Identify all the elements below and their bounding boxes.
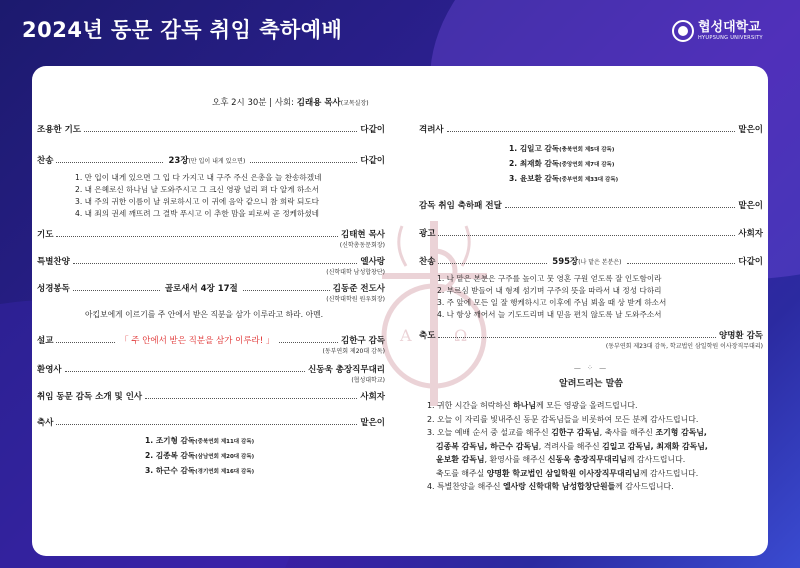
list-item: 1. 김일고 감독(충북연회 제5대 감독) — [509, 144, 615, 153]
notice-emphasis: 조기형 감독님, — [655, 428, 707, 437]
emcee-name: 김래용 목사 — [296, 98, 341, 108]
hymn-number: 23장 — [168, 156, 189, 166]
lyric-line: 1. 나 맡은 본분은 구주를 높이고 뭇 영혼 구원 얻도록 잘 인도함이라 — [437, 274, 662, 283]
speaker-list — [145, 434, 385, 479]
speaker-title: (중북연회 제11대 감독) — [195, 439, 255, 445]
notice-text: , 환영사를 해주신 — [484, 455, 548, 464]
item-label: 취임 동문 감독 소개 및 인사 — [37, 392, 143, 402]
item-label: 조용한 기도 — [37, 125, 82, 135]
program-item — [419, 255, 763, 267]
item-leader: 사회자 — [738, 229, 763, 239]
notice-emphasis: 하나님 — [513, 401, 537, 410]
item-leader: 다같이 — [738, 257, 764, 267]
item-leader: 다같이 — [360, 125, 385, 135]
speaker-list — [509, 142, 763, 187]
notice-item — [427, 426, 763, 440]
program-item — [37, 416, 385, 428]
svg-text:A: A — [400, 326, 412, 345]
speaker-name: 김종복 감독 — [155, 451, 196, 460]
item-leader: 김한구 감독 — [341, 336, 386, 346]
lyric-line: 2. 내 은혜로신 하나님 날 도와주시고 그 크신 영광 널리 펴 다 알게 하소서 — [75, 185, 320, 194]
program-item — [37, 228, 385, 240]
program-item — [37, 282, 385, 294]
item-label: 성경봉독 — [37, 284, 70, 294]
notice-emphasis: 김한구 감독님 — [551, 428, 600, 437]
lyric-line: 3. 주 앞에 모든 일 잘 행케하시고 이후에 주님 뵈올 때 상 받게 하소서 — [437, 298, 667, 307]
notice-emphasis: 양명환 학교법인 삼일학원 이사장직무대리님 — [486, 468, 640, 478]
list-item: 2. 김종복 감독(삼남연회 제20대 감독) — [145, 451, 255, 460]
speaker-title: (중앙연회 제7대 감독) — [559, 162, 615, 168]
list-item: 3. 윤보환 감독(중부연회 제33대 감독) — [509, 174, 619, 183]
speaker-name: 하근수 감독 — [155, 466, 196, 475]
scripture-verse: 아킵보에게 이르기를 주 안에서 받은 직분을 삼가 이루라고 하라. 아멘. — [85, 310, 324, 319]
notice-text: 축도를 해주실 — [436, 468, 487, 478]
list-item: 3. 하근수 감독(경기연회 제16대 감독) — [145, 466, 255, 475]
speaker-name: 조기형 감독 — [155, 436, 196, 445]
page-title: 2024년 동문 감독 취임 축하예배 — [22, 18, 343, 42]
speaker-name: 최재화 감독 — [519, 159, 560, 168]
item-leader: 사회자 — [360, 392, 385, 402]
emcee-role: (교목실장) — [340, 100, 369, 107]
item-label: 축사 — [37, 418, 54, 428]
speaker-title: (경기연회 제16대 감독) — [195, 469, 255, 475]
item-label: 격려사 — [419, 125, 444, 135]
program-item — [37, 123, 385, 135]
notice-list — [427, 399, 763, 494]
notice-item — [427, 399, 763, 413]
program-item — [419, 123, 763, 135]
speaker-title: (중부연회 제33대 감독) — [559, 177, 619, 183]
hymn-lyrics — [437, 273, 763, 321]
notice-text: 3. 오늘 예배 순서 중 설교를 해주신 — [427, 428, 552, 437]
notice-item: 2. 오늘 이 자리를 빛내주신 동문 감독님들을 비롯하여 모든 분께 감사드립니다. — [427, 414, 699, 424]
item-label: 특별찬양 — [37, 257, 70, 267]
notice-text: 께 감사드립니다. — [615, 482, 674, 491]
program-item — [37, 363, 385, 375]
notice-text: 께 감사드립니다. — [626, 455, 686, 464]
leader-title: (신학대학 남성합창단) — [326, 269, 385, 276]
program-item — [419, 227, 763, 239]
item-label: 환영사 — [37, 365, 62, 375]
notice-emphasis: 엘사랑 신학대학 남성합창단원들 — [503, 482, 616, 491]
notice-item — [427, 440, 763, 454]
program-card — [32, 66, 768, 556]
item-leader: 맡은이 — [738, 125, 763, 135]
notice-text: 4. 특별찬양을 해주신 — [427, 482, 504, 491]
program-item — [37, 334, 385, 346]
item-leader: 김태현 목사 — [340, 230, 385, 240]
leader-title: (신학총동문회장) — [339, 242, 385, 249]
item-leader: 맡은이 — [738, 201, 763, 211]
notice-text: , 축사를 해주신 — [599, 428, 656, 437]
notice-text: 께 모든 영광을 올려드립니다. — [536, 401, 638, 410]
leader-title: (신학대학원 원우회장) — [326, 296, 385, 303]
item-label: 기도 — [37, 230, 54, 240]
notice-title: 알려드리는 말씀 — [559, 379, 623, 389]
right-column — [419, 123, 763, 494]
item-leader: 김동준 전도사 — [332, 284, 385, 294]
speaker-name: 윤보환 감독 — [519, 174, 560, 183]
notice-item — [427, 453, 763, 467]
lyric-line: 2. 부르심 받들어 내 형제 섬기며 구주의 뜻을 따라서 내 정성 다하리 — [437, 286, 662, 295]
notice-emphasis: 윤보환 감독님 — [436, 455, 485, 464]
item-leader: 다같이 — [360, 156, 385, 166]
list-item: 2. 최재화 감독(중앙연회 제7대 감독) — [509, 159, 615, 168]
notice-text: , 격려사를 해주신 — [538, 441, 603, 451]
hymn-title: (만 입이 내게 있으면) — [188, 158, 246, 165]
ornament-divider: — ⁘ — — [573, 364, 609, 372]
item-label: 감독 취임 축하패 전달 — [419, 201, 502, 211]
list-item: 1. 조기형 감독(중북연회 제11대 감독) — [145, 436, 255, 445]
leader-title: (협성대학교) — [351, 377, 385, 384]
logo-english: HYUPSUNG UNIVERSITY — [698, 34, 763, 41]
lyric-line: 3. 내 주의 귀한 이름이 날 위로하시고 이 귀에 음악 같으니 참 희락 되도다 — [75, 197, 320, 206]
notice-item — [427, 480, 763, 494]
item-label: 축도 — [419, 331, 436, 341]
scripture-reference: 골로새서 4장 17절 — [164, 284, 238, 294]
notice-emphasis: 김일고 감독님, 최재화 감독님, — [602, 441, 708, 451]
logo-korean: 협성대학교 — [698, 19, 761, 35]
program-item — [37, 255, 385, 267]
hymn-number: 595장 — [552, 257, 579, 267]
service-time — [212, 96, 369, 108]
program-item — [37, 390, 385, 402]
program-item — [419, 329, 763, 341]
speaker-title: (충북연회 제5대 감독) — [559, 147, 615, 153]
program-item — [37, 154, 385, 166]
item-leader: 신동욱 총장직무대리 — [308, 365, 385, 375]
svg-text:Ω: Ω — [454, 326, 468, 345]
item-label: 찬송 — [419, 257, 436, 267]
leader-title: (동부연회 제20대 감독) — [322, 348, 385, 355]
sermon-title: 「 주 안에서 받은 직분을 삼가 이루라! 」 — [120, 336, 275, 346]
item-leader: 맡은이 — [360, 418, 385, 428]
lyric-line: 1. 만 입이 내게 있으면 그 입 다 가지고 내 구주 주신 은총을 늘 찬송하겠네 — [75, 173, 322, 182]
item-label: 설교 — [37, 336, 54, 346]
lyric-line: 4. 내 죄의 권세 깨뜨려 그 결박 푸시고 이 추한 맘을 피로써 곧 정케하셨네 — [75, 209, 320, 218]
hymn-title: (나 맡은 본분은) — [578, 259, 622, 266]
lyric-line: 4. 나 항상 깨어서 늘 기도드리며 내 믿음 편치 않도록 날 도와주소서 — [437, 310, 662, 319]
item-label: 찬송 — [37, 156, 54, 166]
notice-text: 1. 귀한 시간을 허락하신 — [427, 401, 514, 410]
notice-emphasis: 신동욱 총장직무대리님 — [547, 455, 627, 464]
notice-emphasis: 김종복 감독님, 하근수 감독님 — [436, 441, 539, 451]
university-seal-icon — [672, 20, 694, 42]
notice-item — [427, 467, 763, 481]
item-label: 광고 — [419, 229, 436, 239]
item-leader: 엘사랑 — [360, 257, 385, 267]
hymn-lyrics — [75, 172, 385, 220]
leader-title: (동부연회 제23대 감독, 학교법인 삼일학원 이사장직무대리) — [605, 343, 763, 350]
program-item — [419, 199, 763, 211]
speaker-name: 김일고 감독 — [519, 144, 560, 153]
item-leader: 양명환 감독 — [718, 331, 763, 341]
university-logo — [672, 20, 763, 42]
time-prefix: 오후 2시 30분 | 사회: — [212, 98, 297, 108]
left-column — [37, 123, 385, 479]
speaker-title: (삼남연회 제20대 감독) — [195, 454, 255, 460]
notice-text: 께 감사드립니다. — [639, 468, 699, 478]
